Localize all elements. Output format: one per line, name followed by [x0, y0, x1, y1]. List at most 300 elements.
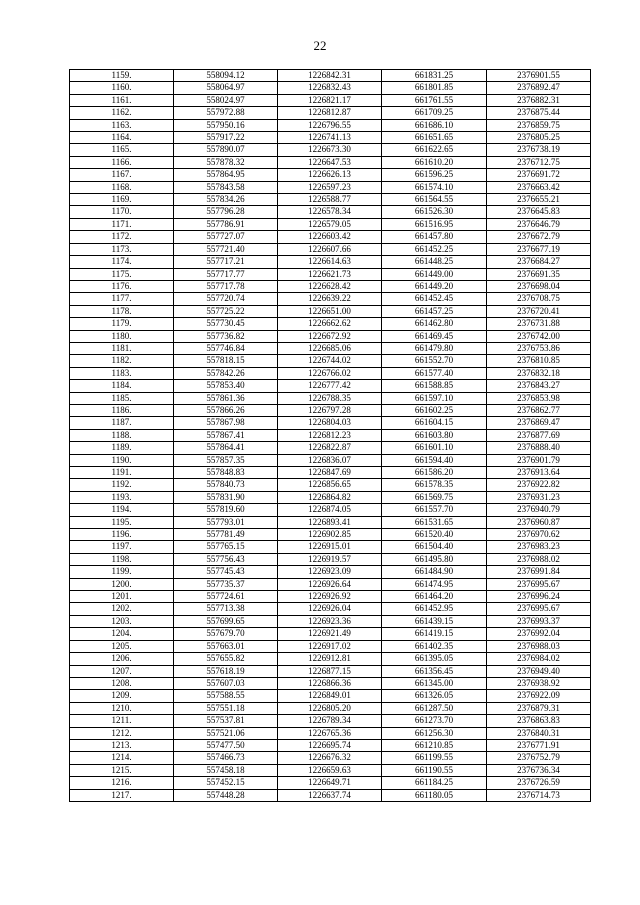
point-number-cell: 1159.	[70, 70, 174, 82]
y2-coordinate-cell: 2376988.03	[487, 640, 591, 652]
y1-coordinate-cell: 1226796.55	[278, 119, 382, 131]
y2-coordinate-cell: 2376672.79	[487, 231, 591, 243]
point-number-cell: 1163.	[70, 119, 174, 131]
y1-coordinate-cell: 1226822.87	[278, 442, 382, 454]
point-number-cell: 1203.	[70, 615, 174, 627]
table-row	[70, 491, 591, 503]
point-number-cell: 1169.	[70, 194, 174, 206]
x1-coordinate-cell: 557866.26	[174, 404, 278, 416]
y2-coordinate-cell: 2376970.62	[487, 529, 591, 541]
y2-coordinate-cell: 2376940.79	[487, 504, 591, 516]
table-row	[70, 516, 591, 528]
x1-coordinate-cell: 557786.91	[174, 218, 278, 230]
x2-coordinate-cell: 661210.85	[382, 739, 487, 751]
x2-coordinate-cell: 661469.45	[382, 330, 487, 342]
x1-coordinate-cell: 557819.60	[174, 504, 278, 516]
table-row	[70, 479, 591, 491]
x2-coordinate-cell: 661449.20	[382, 280, 487, 292]
table-row	[70, 132, 591, 144]
x2-coordinate-cell: 661686.10	[382, 119, 487, 131]
table-row	[70, 256, 591, 268]
point-number-cell: 1201.	[70, 591, 174, 603]
y2-coordinate-cell: 2376714.73	[487, 789, 591, 801]
x1-coordinate-cell: 557746.84	[174, 342, 278, 354]
coordinates-table	[69, 69, 591, 802]
x1-coordinate-cell: 558064.97	[174, 82, 278, 94]
x2-coordinate-cell: 661495.80	[382, 553, 487, 565]
point-number-cell: 1168.	[70, 181, 174, 193]
x1-coordinate-cell: 557717.78	[174, 280, 278, 292]
x2-coordinate-cell: 661452.95	[382, 603, 487, 615]
x2-coordinate-cell: 661602.25	[382, 404, 487, 416]
x2-coordinate-cell: 661552.70	[382, 355, 487, 367]
y1-coordinate-cell: 1226821.17	[278, 94, 382, 106]
y2-coordinate-cell: 2376863.83	[487, 715, 591, 727]
y2-coordinate-cell: 2376646.79	[487, 218, 591, 230]
x2-coordinate-cell: 661603.80	[382, 429, 487, 441]
y1-coordinate-cell: 1226847.69	[278, 467, 382, 479]
table-row	[70, 752, 591, 764]
point-number-cell: 1200.	[70, 578, 174, 590]
point-number-cell: 1206.	[70, 653, 174, 665]
y2-coordinate-cell: 2376991.84	[487, 566, 591, 578]
point-number-cell: 1210.	[70, 702, 174, 714]
y1-coordinate-cell: 1226579.05	[278, 218, 382, 230]
y1-coordinate-cell: 1226649.71	[278, 777, 382, 789]
y2-coordinate-cell: 2376888.40	[487, 442, 591, 454]
point-number-cell: 1207.	[70, 665, 174, 677]
point-number-cell: 1181.	[70, 342, 174, 354]
y2-coordinate-cell: 2376726.59	[487, 777, 591, 789]
point-number-cell: 1192.	[70, 479, 174, 491]
x1-coordinate-cell: 557537.81	[174, 715, 278, 727]
point-number-cell: 1170.	[70, 206, 174, 218]
y1-coordinate-cell: 1226926.04	[278, 603, 382, 615]
y1-coordinate-cell: 1226926.92	[278, 591, 382, 603]
point-number-cell: 1195.	[70, 516, 174, 528]
table-row	[70, 94, 591, 106]
point-number-cell: 1214.	[70, 752, 174, 764]
point-number-cell: 1182.	[70, 355, 174, 367]
point-number-cell: 1208.	[70, 677, 174, 689]
x2-coordinate-cell: 661273.70	[382, 715, 487, 727]
table-row	[70, 467, 591, 479]
x1-coordinate-cell: 557736.82	[174, 330, 278, 342]
table-row	[70, 541, 591, 553]
y2-coordinate-cell: 2376875.44	[487, 107, 591, 119]
table-row	[70, 764, 591, 776]
x1-coordinate-cell: 557551.18	[174, 702, 278, 714]
table-row	[70, 702, 591, 714]
y1-coordinate-cell: 1226804.03	[278, 417, 382, 429]
y2-coordinate-cell: 2376931.23	[487, 491, 591, 503]
y1-coordinate-cell: 1226685.06	[278, 342, 382, 354]
point-number-cell: 1186.	[70, 404, 174, 416]
point-number-cell: 1194.	[70, 504, 174, 516]
y2-coordinate-cell: 2376810.85	[487, 355, 591, 367]
point-number-cell: 1179.	[70, 318, 174, 330]
y1-coordinate-cell: 1226866.36	[278, 677, 382, 689]
x1-coordinate-cell: 558094.12	[174, 70, 278, 82]
table-row	[70, 553, 591, 565]
y2-coordinate-cell: 2376995.67	[487, 578, 591, 590]
x2-coordinate-cell: 661402.35	[382, 640, 487, 652]
point-number-cell: 1188.	[70, 429, 174, 441]
table-row	[70, 231, 591, 243]
table-row	[70, 789, 591, 801]
y1-coordinate-cell: 1226832.43	[278, 82, 382, 94]
x1-coordinate-cell: 557448.28	[174, 789, 278, 801]
x1-coordinate-cell: 557452.15	[174, 777, 278, 789]
x2-coordinate-cell: 661464.20	[382, 591, 487, 603]
x2-coordinate-cell: 661457.80	[382, 231, 487, 243]
y2-coordinate-cell: 2376645.83	[487, 206, 591, 218]
y1-coordinate-cell: 1226662.62	[278, 318, 382, 330]
x2-coordinate-cell: 661256.30	[382, 727, 487, 739]
table-row	[70, 777, 591, 789]
y1-coordinate-cell: 1226744.02	[278, 355, 382, 367]
x1-coordinate-cell: 557756.43	[174, 553, 278, 565]
x2-coordinate-cell: 661596.25	[382, 169, 487, 181]
point-number-cell: 1173.	[70, 243, 174, 255]
table-row	[70, 504, 591, 516]
y2-coordinate-cell: 2376901.79	[487, 454, 591, 466]
point-number-cell: 1167.	[70, 169, 174, 181]
table-row	[70, 578, 591, 590]
y1-coordinate-cell: 1226614.63	[278, 256, 382, 268]
y1-coordinate-cell: 1226695.74	[278, 739, 382, 751]
x1-coordinate-cell: 557867.98	[174, 417, 278, 429]
x2-coordinate-cell: 661479.80	[382, 342, 487, 354]
x1-coordinate-cell: 557878.32	[174, 156, 278, 168]
x1-coordinate-cell: 557679.70	[174, 628, 278, 640]
y1-coordinate-cell: 1226626.13	[278, 169, 382, 181]
x1-coordinate-cell: 557853.40	[174, 380, 278, 392]
y1-coordinate-cell: 1226923.36	[278, 615, 382, 627]
y1-coordinate-cell: 1226915.01	[278, 541, 382, 553]
x2-coordinate-cell: 661457.25	[382, 305, 487, 317]
x1-coordinate-cell: 557857.35	[174, 454, 278, 466]
y2-coordinate-cell: 2376753.86	[487, 342, 591, 354]
table-row	[70, 615, 591, 627]
x2-coordinate-cell: 661588.85	[382, 380, 487, 392]
y2-coordinate-cell: 2376992.04	[487, 628, 591, 640]
x2-coordinate-cell: 661574.10	[382, 181, 487, 193]
y1-coordinate-cell: 1226651.00	[278, 305, 382, 317]
x1-coordinate-cell: 557796.28	[174, 206, 278, 218]
table-row	[70, 107, 591, 119]
x2-coordinate-cell: 661569.75	[382, 491, 487, 503]
coordinates-table-body	[70, 70, 591, 802]
y2-coordinate-cell: 2376922.09	[487, 690, 591, 702]
y2-coordinate-cell: 2376771.91	[487, 739, 591, 751]
y1-coordinate-cell: 1226812.23	[278, 429, 382, 441]
y2-coordinate-cell: 2376698.04	[487, 280, 591, 292]
point-number-cell: 1185.	[70, 392, 174, 404]
table-row	[70, 727, 591, 739]
x2-coordinate-cell: 661526.30	[382, 206, 487, 218]
y1-coordinate-cell: 1226647.53	[278, 156, 382, 168]
y1-coordinate-cell: 1226777.42	[278, 380, 382, 392]
table-row	[70, 454, 591, 466]
y2-coordinate-cell: 2376901.55	[487, 70, 591, 82]
x2-coordinate-cell: 661586.20	[382, 467, 487, 479]
x2-coordinate-cell: 661356.45	[382, 665, 487, 677]
x2-coordinate-cell: 661831.25	[382, 70, 487, 82]
y2-coordinate-cell: 2376993.37	[487, 615, 591, 627]
x2-coordinate-cell: 661610.20	[382, 156, 487, 168]
y2-coordinate-cell: 2376984.02	[487, 653, 591, 665]
table-row	[70, 82, 591, 94]
point-number-cell: 1176.	[70, 280, 174, 292]
x1-coordinate-cell: 557781.49	[174, 529, 278, 541]
x1-coordinate-cell: 557735.37	[174, 578, 278, 590]
point-number-cell: 1160.	[70, 82, 174, 94]
y1-coordinate-cell: 1226659.63	[278, 764, 382, 776]
y1-coordinate-cell: 1226805.20	[278, 702, 382, 714]
x2-coordinate-cell: 661395.05	[382, 653, 487, 665]
x2-coordinate-cell: 661474.95	[382, 578, 487, 590]
y1-coordinate-cell: 1226836.07	[278, 454, 382, 466]
x2-coordinate-cell: 661504.40	[382, 541, 487, 553]
table-row	[70, 293, 591, 305]
y1-coordinate-cell: 1226893.41	[278, 516, 382, 528]
y1-coordinate-cell: 1226597.23	[278, 181, 382, 193]
table-row	[70, 690, 591, 702]
x1-coordinate-cell: 557793.01	[174, 516, 278, 528]
table-row	[70, 404, 591, 416]
y1-coordinate-cell: 1226842.31	[278, 70, 382, 82]
y1-coordinate-cell: 1226902.85	[278, 529, 382, 541]
point-number-cell: 1175.	[70, 268, 174, 280]
y1-coordinate-cell: 1226578.34	[278, 206, 382, 218]
x2-coordinate-cell: 661604.15	[382, 417, 487, 429]
x1-coordinate-cell: 557725.22	[174, 305, 278, 317]
y2-coordinate-cell: 2376708.75	[487, 293, 591, 305]
y2-coordinate-cell: 2376731.88	[487, 318, 591, 330]
x2-coordinate-cell: 661462.80	[382, 318, 487, 330]
x1-coordinate-cell: 557864.95	[174, 169, 278, 181]
y2-coordinate-cell: 2376879.31	[487, 702, 591, 714]
x1-coordinate-cell: 558024.97	[174, 94, 278, 106]
y2-coordinate-cell: 2376691.35	[487, 268, 591, 280]
y1-coordinate-cell: 1226797.28	[278, 404, 382, 416]
point-number-cell: 1191.	[70, 467, 174, 479]
y1-coordinate-cell: 1226621.73	[278, 268, 382, 280]
point-number-cell: 1212.	[70, 727, 174, 739]
table-row	[70, 268, 591, 280]
y2-coordinate-cell: 2376840.31	[487, 727, 591, 739]
x2-coordinate-cell: 661801.85	[382, 82, 487, 94]
x2-coordinate-cell: 661452.45	[382, 293, 487, 305]
y1-coordinate-cell: 1226919.57	[278, 553, 382, 565]
point-number-cell: 1211.	[70, 715, 174, 727]
table-row	[70, 653, 591, 665]
point-number-cell: 1198.	[70, 553, 174, 565]
x2-coordinate-cell: 661520.40	[382, 529, 487, 541]
y1-coordinate-cell: 1226912.81	[278, 653, 382, 665]
x1-coordinate-cell: 557972.88	[174, 107, 278, 119]
point-number-cell: 1189.	[70, 442, 174, 454]
table-row	[70, 529, 591, 541]
table-row	[70, 355, 591, 367]
x1-coordinate-cell: 557717.21	[174, 256, 278, 268]
table-row	[70, 156, 591, 168]
page-number: 22	[313, 38, 327, 53]
x2-coordinate-cell: 661449.00	[382, 268, 487, 280]
y2-coordinate-cell: 2376691.72	[487, 169, 591, 181]
y2-coordinate-cell: 2376853.98	[487, 392, 591, 404]
x2-coordinate-cell: 661557.70	[382, 504, 487, 516]
point-number-cell: 1205.	[70, 640, 174, 652]
point-number-cell: 1197.	[70, 541, 174, 553]
y2-coordinate-cell: 2376832.18	[487, 367, 591, 379]
y1-coordinate-cell: 1226812.87	[278, 107, 382, 119]
y2-coordinate-cell: 2376960.87	[487, 516, 591, 528]
point-number-cell: 1187.	[70, 417, 174, 429]
y1-coordinate-cell: 1226788.35	[278, 392, 382, 404]
table-row	[70, 591, 591, 603]
x1-coordinate-cell: 557864.41	[174, 442, 278, 454]
x1-coordinate-cell: 557713.38	[174, 603, 278, 615]
table-row	[70, 677, 591, 689]
y2-coordinate-cell: 2376913.64	[487, 467, 591, 479]
y1-coordinate-cell: 1226639.22	[278, 293, 382, 305]
y1-coordinate-cell: 1226864.82	[278, 491, 382, 503]
x1-coordinate-cell: 557867.41	[174, 429, 278, 441]
table-row	[70, 206, 591, 218]
x1-coordinate-cell: 557818.15	[174, 355, 278, 367]
x2-coordinate-cell: 661761.55	[382, 94, 487, 106]
x1-coordinate-cell: 557699.65	[174, 615, 278, 627]
y2-coordinate-cell: 2376877.69	[487, 429, 591, 441]
y2-coordinate-cell: 2376752.79	[487, 752, 591, 764]
y2-coordinate-cell: 2376712.75	[487, 156, 591, 168]
x2-coordinate-cell: 661531.65	[382, 516, 487, 528]
table-row	[70, 169, 591, 181]
table-row	[70, 70, 591, 82]
point-number-cell: 1215.	[70, 764, 174, 776]
x2-coordinate-cell: 661564.55	[382, 194, 487, 206]
y2-coordinate-cell: 2376995.67	[487, 603, 591, 615]
table-row	[70, 305, 591, 317]
x1-coordinate-cell: 557720.74	[174, 293, 278, 305]
table-row	[70, 628, 591, 640]
x1-coordinate-cell: 557745.43	[174, 566, 278, 578]
x1-coordinate-cell: 557655.82	[174, 653, 278, 665]
x1-coordinate-cell: 557765.15	[174, 541, 278, 553]
x1-coordinate-cell: 557842.26	[174, 367, 278, 379]
point-number-cell: 1217.	[70, 789, 174, 801]
point-number-cell: 1172.	[70, 231, 174, 243]
y2-coordinate-cell: 2376738.19	[487, 144, 591, 156]
y2-coordinate-cell: 2376663.42	[487, 181, 591, 193]
point-number-cell: 1171.	[70, 218, 174, 230]
point-number-cell: 1196.	[70, 529, 174, 541]
x2-coordinate-cell: 661622.65	[382, 144, 487, 156]
point-number-cell: 1162.	[70, 107, 174, 119]
point-number-cell: 1183.	[70, 367, 174, 379]
x2-coordinate-cell: 661594.40	[382, 454, 487, 466]
point-number-cell: 1174.	[70, 256, 174, 268]
table-row	[70, 665, 591, 677]
y1-coordinate-cell: 1226917.02	[278, 640, 382, 652]
point-number-cell: 1202.	[70, 603, 174, 615]
y1-coordinate-cell: 1226923.09	[278, 566, 382, 578]
x1-coordinate-cell: 557917.22	[174, 132, 278, 144]
y1-coordinate-cell: 1226921.49	[278, 628, 382, 640]
x1-coordinate-cell: 557607.03	[174, 677, 278, 689]
x1-coordinate-cell: 557840.73	[174, 479, 278, 491]
x1-coordinate-cell: 557458.18	[174, 764, 278, 776]
x2-coordinate-cell: 661199.55	[382, 752, 487, 764]
y2-coordinate-cell: 2376843.27	[487, 380, 591, 392]
x2-coordinate-cell: 661601.10	[382, 442, 487, 454]
x1-coordinate-cell: 557588.55	[174, 690, 278, 702]
x2-coordinate-cell: 661180.05	[382, 789, 487, 801]
y2-coordinate-cell: 2376988.02	[487, 553, 591, 565]
table-row	[70, 640, 591, 652]
y2-coordinate-cell: 2376684.27	[487, 256, 591, 268]
point-number-cell: 1165.	[70, 144, 174, 156]
y2-coordinate-cell: 2376869.47	[487, 417, 591, 429]
table-row	[70, 342, 591, 354]
y1-coordinate-cell: 1226676.32	[278, 752, 382, 764]
y1-coordinate-cell: 1226672.92	[278, 330, 382, 342]
point-number-cell: 1209.	[70, 690, 174, 702]
x2-coordinate-cell: 661184.25	[382, 777, 487, 789]
point-number-cell: 1216.	[70, 777, 174, 789]
point-number-cell: 1204.	[70, 628, 174, 640]
y2-coordinate-cell: 2376996.24	[487, 591, 591, 603]
x2-coordinate-cell: 661578.35	[382, 479, 487, 491]
table-row	[70, 566, 591, 578]
point-number-cell: 1180.	[70, 330, 174, 342]
point-number-cell: 1199.	[70, 566, 174, 578]
y1-coordinate-cell: 1226628.42	[278, 280, 382, 292]
point-number-cell: 1184.	[70, 380, 174, 392]
table-row	[70, 318, 591, 330]
x1-coordinate-cell: 557730.45	[174, 318, 278, 330]
x2-coordinate-cell: 661597.10	[382, 392, 487, 404]
x1-coordinate-cell: 557618.19	[174, 665, 278, 677]
x2-coordinate-cell: 661452.25	[382, 243, 487, 255]
x2-coordinate-cell: 661419.15	[382, 628, 487, 640]
x2-coordinate-cell: 661577.40	[382, 367, 487, 379]
y1-coordinate-cell: 1226741.13	[278, 132, 382, 144]
y2-coordinate-cell: 2376882.31	[487, 94, 591, 106]
y1-coordinate-cell: 1226789.34	[278, 715, 382, 727]
table-row	[70, 243, 591, 255]
x1-coordinate-cell: 557663.01	[174, 640, 278, 652]
y2-coordinate-cell: 2376720.41	[487, 305, 591, 317]
table-row	[70, 280, 591, 292]
point-number-cell: 1190.	[70, 454, 174, 466]
point-number-cell: 1164.	[70, 132, 174, 144]
table-row	[70, 194, 591, 206]
point-number-cell: 1213.	[70, 739, 174, 751]
y1-coordinate-cell: 1226849.01	[278, 690, 382, 702]
x2-coordinate-cell: 661651.65	[382, 132, 487, 144]
y2-coordinate-cell: 2376655.21	[487, 194, 591, 206]
x1-coordinate-cell: 557843.58	[174, 181, 278, 193]
x1-coordinate-cell: 557950.16	[174, 119, 278, 131]
table-row	[70, 392, 591, 404]
x2-coordinate-cell: 661448.25	[382, 256, 487, 268]
point-number-cell: 1161.	[70, 94, 174, 106]
table-row	[70, 603, 591, 615]
y1-coordinate-cell: 1226874.05	[278, 504, 382, 516]
